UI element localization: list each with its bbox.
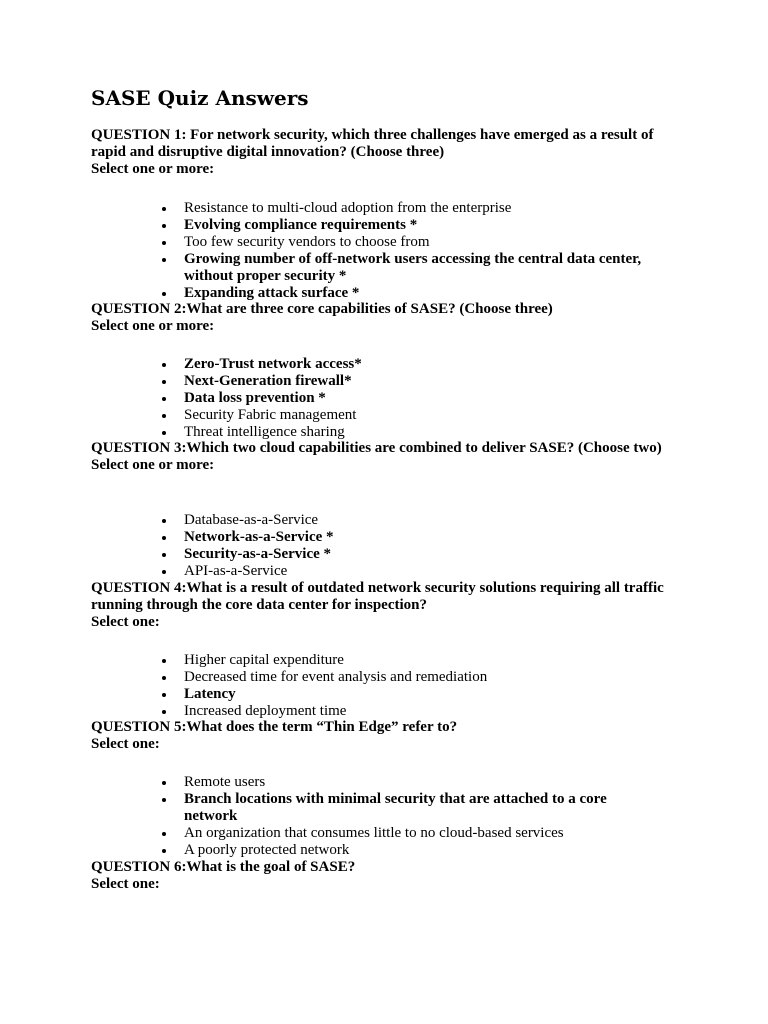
answer-list bbox=[162, 774, 682, 859]
question-2 bbox=[91, 301, 691, 335]
answer-text: Branch locations with minimal security that are attached to a core network bbox=[184, 791, 607, 824]
correct-answer-option bbox=[162, 373, 682, 390]
bullet-icon bbox=[162, 676, 166, 680]
question-heading: QUESTION 1: For network security, which three challenges have emerged as a result of rapid and disruptive digital innovation? (Choose three) bbox=[91, 127, 654, 160]
bullet-icon bbox=[162, 832, 166, 836]
correct-answer-option bbox=[162, 791, 654, 825]
question-heading: QUESTION 2:What are three core capabilities of SASE? (Choose three) bbox=[91, 301, 553, 317]
answer-text: Resistance to multi-cloud adoption from the enterprise bbox=[184, 200, 512, 216]
answer-text: Security-as-a-Service * bbox=[184, 546, 332, 562]
answer-option bbox=[162, 652, 682, 669]
correct-answer-option bbox=[162, 529, 682, 546]
answer-option bbox=[162, 407, 682, 424]
answer-option bbox=[162, 825, 682, 842]
answer-option bbox=[162, 563, 682, 580]
answer-option bbox=[162, 703, 682, 720]
answer-text: Next-Generation firewall* bbox=[184, 373, 352, 389]
bullet-icon bbox=[162, 431, 166, 435]
question-6 bbox=[91, 859, 691, 893]
correct-answer-option bbox=[162, 251, 682, 285]
answer-text: Data loss prevention * bbox=[184, 390, 326, 406]
question-instruction: Select one or more: bbox=[91, 457, 215, 473]
answer-text: Latency bbox=[184, 686, 236, 702]
question-heading: QUESTION 3:Which two cloud capabilities are combined to deliver SASE? (Choose two) bbox=[91, 440, 662, 456]
answer-list bbox=[162, 652, 682, 720]
document-title: SASE Quiz Answers bbox=[91, 86, 309, 110]
bullet-icon bbox=[162, 659, 166, 663]
bullet-icon bbox=[162, 519, 166, 523]
correct-answer-option bbox=[162, 686, 682, 703]
answer-option bbox=[162, 512, 682, 529]
bullet-icon bbox=[162, 397, 166, 401]
bullet-icon bbox=[162, 241, 166, 245]
question-heading: QUESTION 4:What is a result of outdated network security solutions requiring all traffic running through the core data center for inspection? bbox=[91, 580, 664, 613]
answer-option bbox=[162, 774, 682, 791]
bullet-icon bbox=[162, 710, 166, 714]
bullet-icon bbox=[162, 363, 166, 367]
question-instruction: Select one: bbox=[91, 614, 160, 630]
bullet-icon bbox=[162, 570, 166, 574]
bullet-icon bbox=[162, 849, 166, 853]
bullet-icon bbox=[162, 292, 166, 296]
correct-answer-option bbox=[162, 546, 682, 563]
answer-option bbox=[162, 200, 682, 217]
correct-answer-option bbox=[162, 217, 682, 234]
question-heading: QUESTION 5:What does the term “Thin Edge” refer to? bbox=[91, 719, 458, 735]
answer-text: Expanding attack surface * bbox=[184, 285, 360, 301]
bullet-icon bbox=[162, 553, 166, 557]
bullet-icon bbox=[162, 798, 166, 802]
answer-list bbox=[162, 356, 682, 441]
answer-option bbox=[162, 424, 682, 441]
answer-option bbox=[162, 669, 682, 686]
answer-text: Zero-Trust network access* bbox=[184, 356, 362, 372]
answer-text: Database-as-a-Service bbox=[184, 512, 319, 528]
question-1 bbox=[91, 127, 691, 178]
answer-text: A poorly protected network bbox=[184, 842, 350, 858]
question-instruction: Select one: bbox=[91, 736, 160, 752]
answer-text: Higher capital expenditure bbox=[184, 652, 344, 668]
answer-text: Decreased time for event analysis and remediation bbox=[184, 669, 488, 685]
question-instruction: Select one or more: bbox=[91, 161, 215, 177]
question-heading: QUESTION 6:What is the goal of SASE? bbox=[91, 859, 356, 875]
answer-list bbox=[162, 200, 682, 302]
question-4 bbox=[91, 580, 691, 631]
answer-text: Too few security vendors to choose from bbox=[184, 234, 430, 250]
answer-text: Growing number of off-network users accessing the central data center, without proper security * bbox=[184, 251, 642, 284]
answer-text: Security Fabric management bbox=[184, 407, 357, 423]
answer-text: Evolving compliance requirements * bbox=[184, 217, 418, 233]
answer-option bbox=[162, 842, 682, 859]
bullet-icon bbox=[162, 414, 166, 418]
bullet-icon bbox=[162, 536, 166, 540]
answer-text: Network-as-a-Service * bbox=[184, 529, 334, 545]
question-instruction: Select one or more: bbox=[91, 318, 215, 334]
answer-text: API-as-a-Service bbox=[184, 563, 288, 579]
answer-text: Remote users bbox=[184, 774, 266, 790]
answer-text: An organization that consumes little to no cloud-based services bbox=[184, 825, 564, 841]
bullet-icon bbox=[162, 207, 166, 211]
answer-list bbox=[162, 512, 682, 580]
question-5 bbox=[91, 719, 691, 753]
bullet-icon bbox=[162, 224, 166, 228]
answer-option bbox=[162, 234, 682, 251]
bullet-icon bbox=[162, 258, 166, 262]
answer-text: Increased deployment time bbox=[184, 703, 347, 719]
correct-answer-option bbox=[162, 356, 682, 373]
bullet-icon bbox=[162, 781, 166, 785]
bullet-icon bbox=[162, 380, 166, 384]
correct-answer-option bbox=[162, 390, 682, 407]
question-3 bbox=[91, 440, 691, 474]
correct-answer-option bbox=[162, 285, 682, 302]
answer-text: Threat intelligence sharing bbox=[184, 424, 345, 440]
question-instruction: Select one: bbox=[91, 876, 160, 892]
bullet-icon bbox=[162, 693, 166, 697]
